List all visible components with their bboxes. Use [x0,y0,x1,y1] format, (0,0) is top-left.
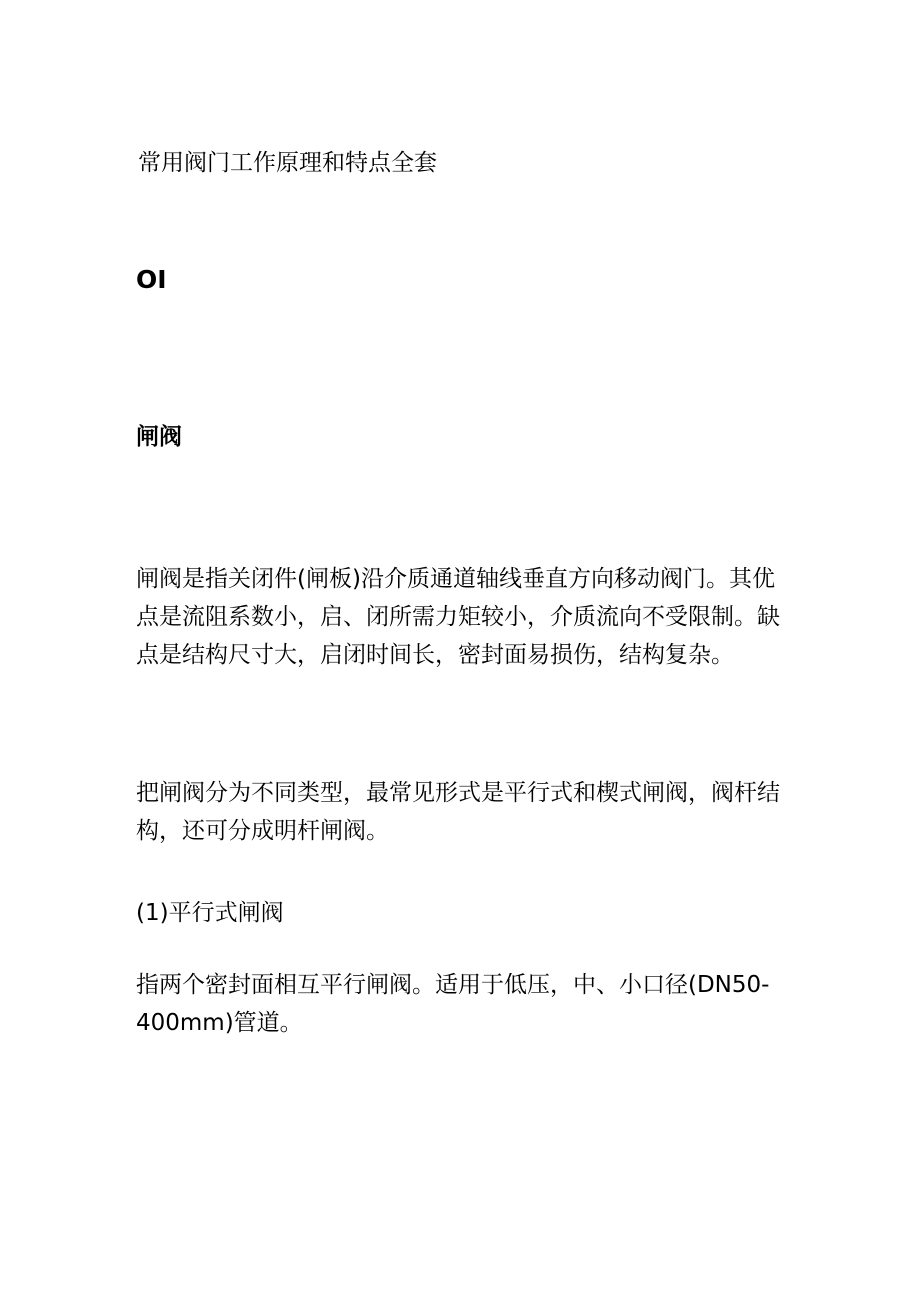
paragraph-gate-valve-types: 把闸阀分为不同类型，最常见形式是平行式和楔式闸阀，阀杆结构，还可分成明杆闸阀。 [136,780,780,844]
paragraph-parallel-gate-valve: 指两个密封面相互平行闸阀。适用于低压，中、小口径(DN50-400mm)管道。 [136,972,770,1036]
section-heading: 闸阀 [136,424,182,450]
subheading-parallel-gate-valve: (1)平行式闸阀 [136,900,284,926]
paragraph-gate-valve-definition: 闸阀是指关闭件(闸板)沿介质通道轴线垂直方向移动阀门。其优点是流阻系数小，启、闭所需力矩较小，介质流向不受限制。缺点是结构尺寸大，启闭时间长，密封面易损伤，结构复杂。 [136,566,780,668]
section-number: OI [136,265,167,294]
document-title: 常用阀门工作原理和特点全套 [138,150,437,176]
